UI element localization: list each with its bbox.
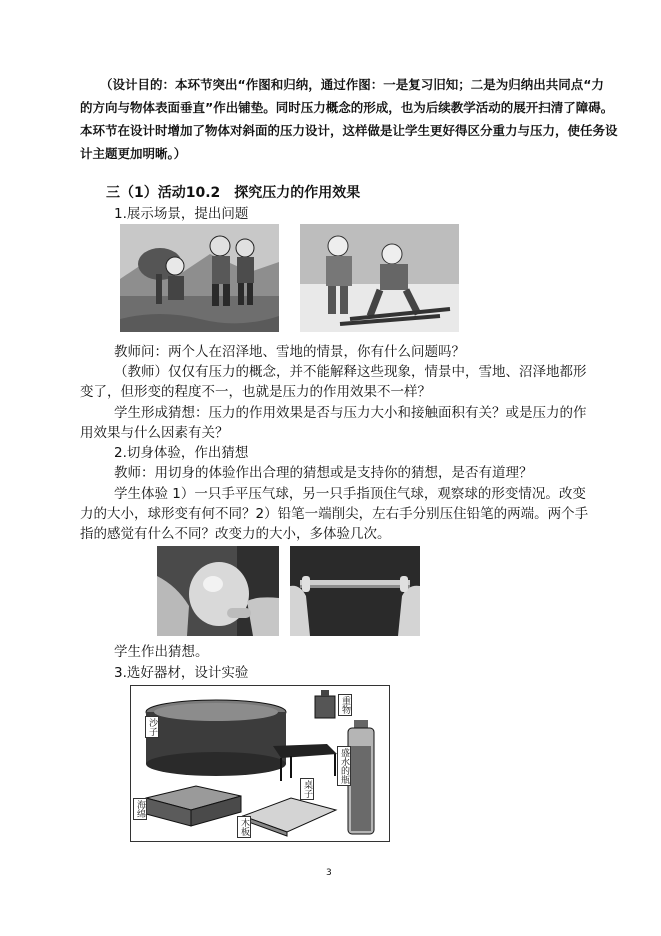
snow-scene-image: [300, 224, 459, 332]
student-conclusion: 学生作出猜想。: [114, 644, 209, 660]
design-note-line-4: 计主题更加明晰。）: [80, 146, 187, 161]
experience-line-3: 指的感觉有什么不同？改变力的大小，多体验几次。: [80, 526, 391, 542]
explanation-line-1: （教师）仅仅有压力的概念，并不能解释这些现象，情景中，雪地、沼泽地都形: [114, 364, 587, 380]
hypothesis-line-1: 学生形成猜想：压力的作用效果是否与压力大小和接触面积有关？或是压力的作: [114, 405, 587, 421]
explanation-line-2: 变了，但形变的程度不一，也就是压力的作用效果不一样？: [80, 384, 431, 400]
label-table: 桌子: [302, 780, 312, 798]
balloon-press-illustration: [157, 546, 279, 636]
section-heading: 三（1）活动10.2 探究压力的作用效果: [106, 185, 361, 201]
design-note-line-3: 本环节在设计时增加了物体对斜面的压力设计，这样做是让学生更好得区分重力与压力，使任务设: [80, 123, 618, 138]
label-sand: 沙子: [147, 718, 157, 736]
pencil-press-illustration: [290, 546, 420, 636]
marsh-scene-illustration: [120, 224, 279, 332]
design-note-line-1: （设计目的：本环节突出“作图和归纳，通过作图：一是复习旧知；二是为归纳出共同点“力: [100, 77, 604, 92]
experience-line-2: 力的大小，球形变有何不同？2）铅笔一端削尖，左右手分别压住铅笔的两端。两个手: [80, 506, 589, 522]
balloon-press-photo: [157, 546, 279, 636]
experience-line-1: 学生体验 1）一只手平压气球，另一只手指顶住气球，观察球的形变情况。改变: [114, 486, 586, 502]
pencil-press-photo: [290, 546, 420, 636]
page-number: 3: [326, 868, 332, 878]
teacher-question: 教师问：两个人在沼泽地、雪地的情景，你有什么问题吗？: [114, 344, 465, 360]
snow-scene-illustration: [300, 224, 459, 332]
step1-heading: 1.展示场景，提出问题: [114, 206, 249, 222]
design-note-line-2: 的方向与物体表面垂直”作出铺垫。同时压力概念的形成，也为后续教学活动的展开扫清了障碍。: [80, 100, 614, 115]
label-bottle: 盛水的瓶: [339, 748, 349, 784]
teacher-line: 教师：用切身的体验作出合理的猜想或是支持你的猜想，是否有道理？: [114, 465, 533, 481]
hypothesis-line-2: 用效果与什么因素有关？: [80, 425, 229, 441]
step2-heading: 2.切身体验，作出猜想: [114, 445, 249, 461]
label-weight: 重物: [340, 696, 350, 714]
equipment-figure: [130, 685, 390, 842]
label-sponge: 海绵: [135, 800, 145, 818]
marsh-scene-image: [120, 224, 279, 332]
step3-heading: 3.选好器材，设计实验: [114, 665, 249, 681]
label-board: 木板: [239, 818, 249, 836]
